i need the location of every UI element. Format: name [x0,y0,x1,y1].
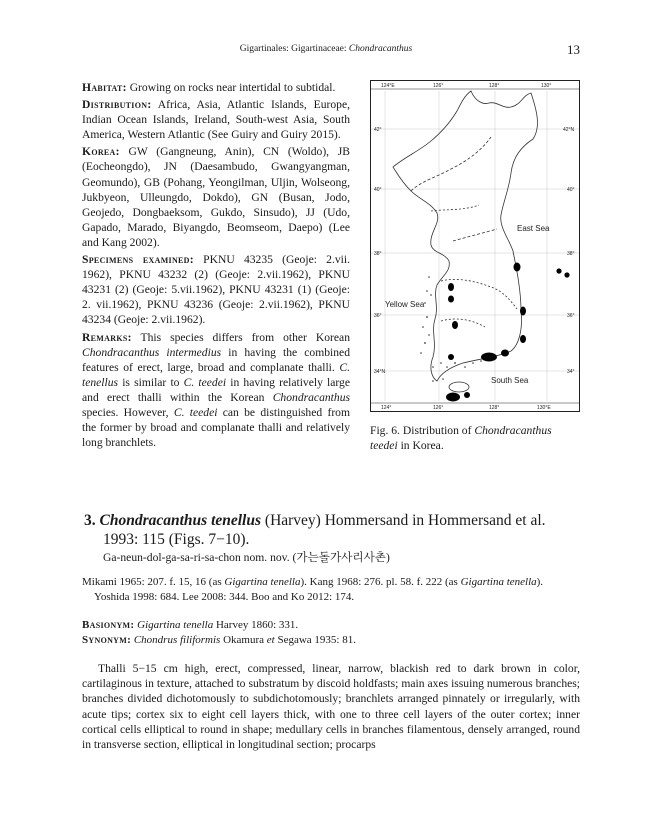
south-sea-label: South Sea [491,376,529,385]
lat-left-4: 36° [374,313,382,319]
remarks-text-2: in having the combined features of erect, large, broad and complanate thalli. [82,345,350,374]
species-reference: 1993: 115 (Figs. 7−10). [103,531,250,548]
remarks-species-5: C. teedei [173,405,218,419]
synonym-label: Synonym: [82,634,132,646]
lon-label-1: 124°E [381,83,395,89]
coastline [393,91,537,392]
bottom-lon-label-4: 130°E [537,405,551,411]
east-sea-label: East Sea [517,224,550,233]
basionym-name: Gigartina tenella [137,619,214,631]
bottom-lon-label-1: 124° [381,405,392,411]
specimens-text: PKNU 43235 (Geoje: 2.vii. 1962), PKNU 43232 (2) (Geoje: 2.vii.1962), PKNU 43231 (2) (Geoje: 5.vii.1962), PKNU 43231 (1) (Geoje: 2. vii.1962), PKNU 43236 (Geoje: 2.vii.1962), PKNU 43234 (Geoje: 2.vii.1962). [82,253,350,327]
lon-label-4: 130° [541,83,552,89]
korea-text: GW (Gangneung, Anin), CN (Woldo), JB (Eocheongdo), JN (Daesambudo, Gwangyangman, Geomundo), GB (Pohang, Yeongilman, Uljin, Wolseong, Jukbyeon, Ulleungdo, Dokdo), GN (Busan, Jodo, Geojedo, Dongbaeksom, Gukdo, Sinsudo), JJ (Udo, Gapado, Marado, Biyangdo, Beomseom, Daepo) (Lee and Kang 2002). [82,145,350,249]
remarks-text-5: species. However, [82,405,174,419]
running-head-genus: Chondracanthus [348,44,413,54]
graticule [371,91,579,401]
habitat-paragraph [82,80,350,95]
remarks-species-4: Chondracanthus [272,390,350,404]
remarks-label: Remarks: [82,330,132,344]
synonym-rest: Segawa 1935: 81. [274,634,356,646]
lat-right-3: 38° [567,251,575,257]
synonym-mid: Okamura [220,634,267,646]
remarks-species-3: C. teedei [183,375,227,389]
caption-species: Chondracanthus teedei [370,424,552,452]
bottom-lon-label-3: 128° [489,405,500,411]
synonym-name: Chondrus filiformis [133,634,221,646]
synonym-et: et [266,634,275,646]
ref-text-3: ). [536,576,544,588]
remarks-text-4: in having relatively large and erect thalli within the Korean [82,375,351,404]
species-heading [84,511,604,565]
distribution-map [370,80,580,412]
ref-species-2: Gigartina tenella [460,576,537,588]
species-number: 3. [84,512,96,529]
bottom-lon-label-2: 126° [433,405,444,411]
habitat-label: Habitat: [82,81,127,94]
basionym-rest: Harvey 1860: 331. [213,619,299,631]
map-svg [371,81,579,411]
remarks-text-1: This species differs from other Korean [140,330,350,344]
islands [420,276,482,382]
caption-prefix: Fig. 6. Distribution of [370,424,475,437]
description-paragraph: Thalli 5−15 cm high, erect, compressed, linear, narrow, blackish red to dark brown in color, cartilaginous in texture, attached to substratum by discoid holdfasts; main axes issuing numerous branches; branches divided dichotomously to subdichotomously; branchlets arranged pinnately or irregularly, with acute tips; cortex six to eight cell layers thick, with one to three cell layers of the outer cortex; inner cortical cells elliptical to round in shape; medullary cells in branches filamentous, densely arranged, round in transverse section, elliptical in longitudinal section; procarps [82,662,580,752]
ref-text-2: ). Kang 1968: 276. pl. 58. f. 222 (as [300,576,461,588]
distribution-text: Africa, Asia, Atlantic Islands, Europe, Indian Ocean Islands, Ireland, South-west Asia, South America, Western Atlantic (See Guiry and Guiry 2015). [82,98,350,142]
lat-left-3: 38° [374,251,382,257]
korea-label: Korea: [82,145,120,159]
yellow-sea-label: Yellow Sea [385,300,425,309]
lon-label-3: 128° [489,83,500,89]
lat-right-5: 34° [567,369,575,375]
lon-label-2: 126° [433,83,444,89]
remarks-species-2: C. tenellus [82,360,350,389]
remarks-text-6: can be distinguished from the former by broad and complanate thalli and relatively long branchlets. [82,405,350,450]
ref-text-1: Mikami 1965: 207. f. 15, 16 (as [82,576,225,588]
lat-left-1: 42° [374,127,382,133]
running-head [0,44,652,54]
running-head-text: Gigartinales: Gigartinaceae: [239,44,349,54]
lat-right-4: 36° [567,313,575,319]
frame-ticks [371,89,579,403]
habitat-text: Growing on rocks near intertidal to subtidal. [129,81,336,94]
lat-left-5: 34°N [374,369,386,375]
nomenclature [82,618,582,648]
basionym-line [82,618,582,633]
synonym-line [82,633,582,648]
distribution-paragraph [82,97,350,142]
korea-paragraph [82,144,350,250]
ref-species-1: Gigartina tenella [224,576,301,588]
species-name: Chondracanthus tenellus [99,512,262,529]
references [82,575,582,605]
left-column [82,80,350,452]
page-number: 13 [567,42,580,57]
lat-left-2: 40° [374,187,382,193]
basionym-label: Basionym: [82,619,135,631]
remarks-species-1: Chondracanthus intermedius [82,345,222,359]
specimens-paragraph [82,252,350,327]
lat-right-2: 40° [567,187,575,193]
caption-suffix: in Korea. [397,439,444,452]
remarks-paragraph [82,330,350,451]
species-authority: (Harvey) Hommersand in Hommersand et al. [261,512,546,529]
korean-name: Ga-neun-dol-ga-sa-ri-sa-chon nom. nov. (가는돌가사리사촌) [103,551,390,564]
distribution-label: Distribution: [82,98,152,112]
ref-line-2: Yoshida 1998: 684. Lee 2008: 344. Boo and Ko 2012: 174. [94,591,355,603]
remarks-text-3: is similar to [118,375,184,389]
figure-caption [370,423,580,453]
specimens-label: Specimens examined: [82,253,194,267]
lat-right-1: 42°N [563,127,575,133]
